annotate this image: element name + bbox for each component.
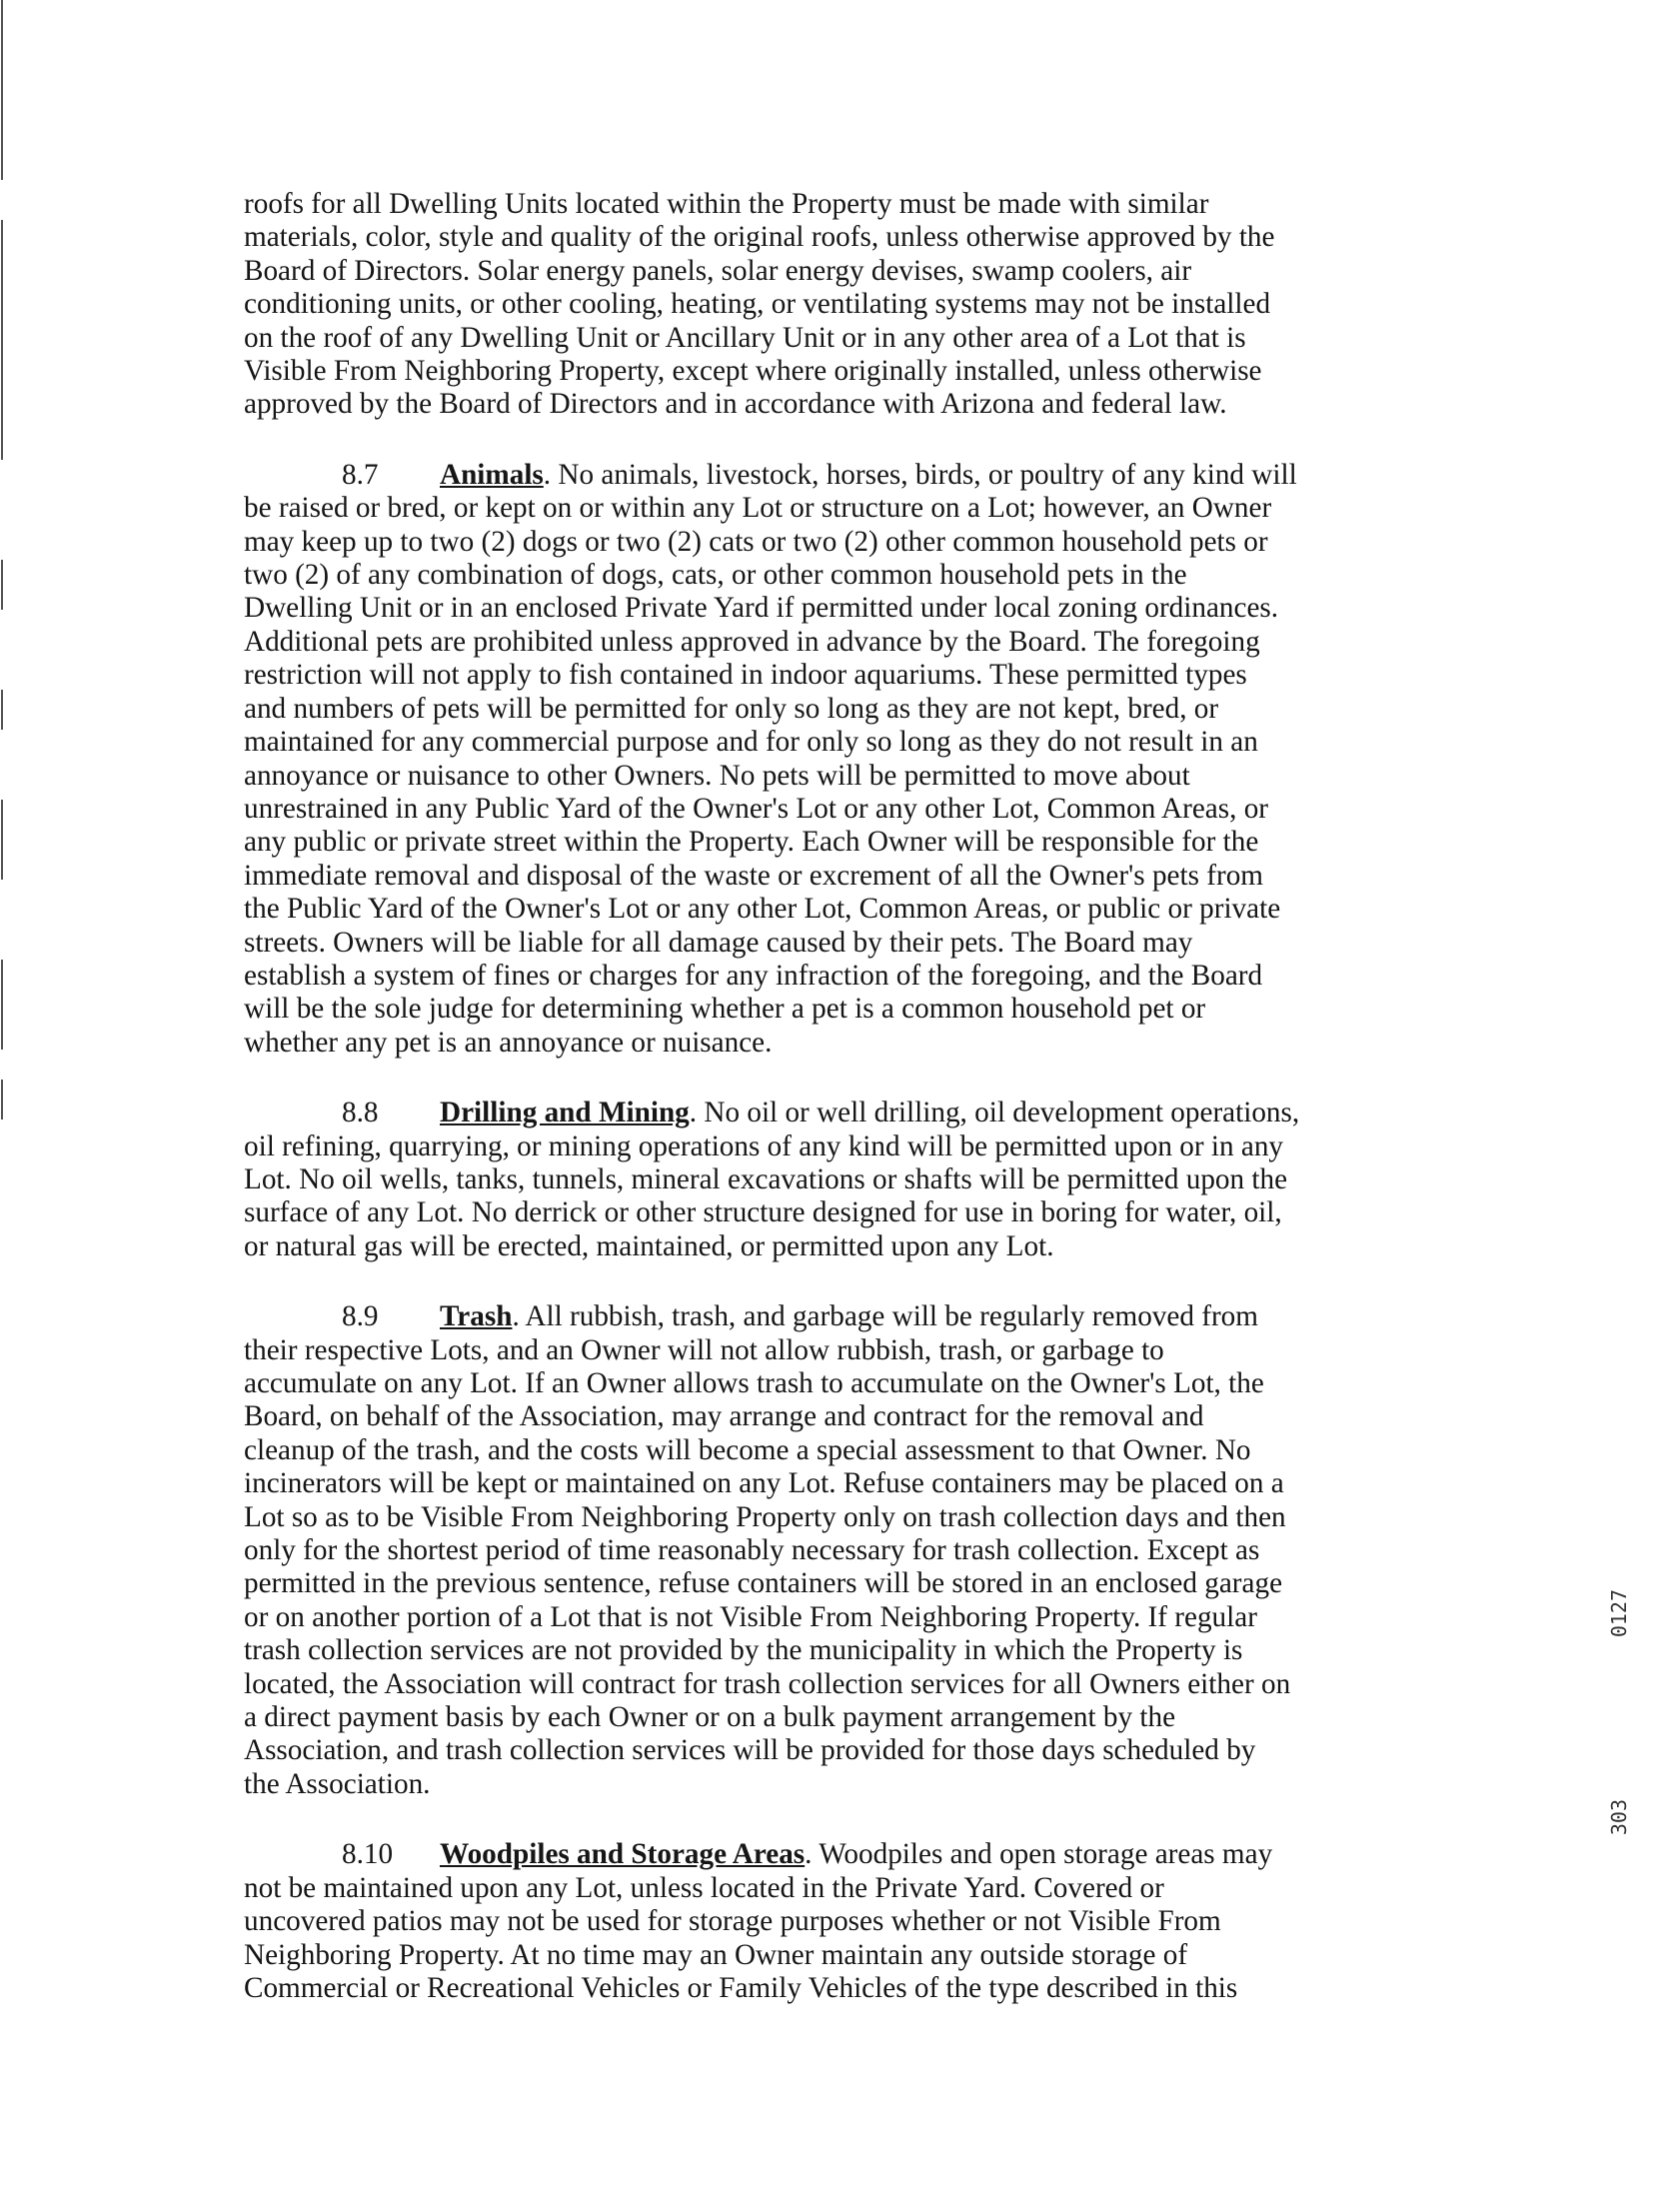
section-title: Trash bbox=[440, 1300, 513, 1333]
text-line: unrestrained in any Public Yard of the Owner's Lot or any other Lot, Common Areas, or bbox=[244, 792, 1269, 825]
text-line: their respective Lots, and an Owner will not allow rubbish, trash, or garbage to bbox=[244, 1333, 1164, 1366]
scan-margin-mark bbox=[1, 960, 3, 1050]
document-page bbox=[244, 188, 1423, 2042]
text-line: annoyance or nuisance to other Owners. No pets will be permitted to move about bbox=[244, 759, 1190, 792]
text-line: immediate removal and disposal of the waste or excrement of all the Owner's pets from bbox=[244, 859, 1264, 892]
section-title: Animals bbox=[440, 458, 544, 491]
text-line: be raised or bred, or kept on or within any Lot or structure on a Lot; however, an Owner bbox=[244, 492, 1272, 525]
section-first-line: . All rubbish, trash, and garbage will be regularly removed from bbox=[512, 1300, 1258, 1333]
text-line: streets. Owners will be liable for all damage caused by their pets. The Board may bbox=[244, 926, 1193, 959]
text-line: establish a system of fines or charges for any infraction of the foregoing, and the Board bbox=[244, 959, 1263, 992]
text-line: uncovered patios may not be used for storage purposes whether or not Visible From bbox=[244, 1905, 1221, 1938]
text-line: oil refining, quarrying, or mining operations of any kind will be permitted upon or in any bbox=[244, 1129, 1284, 1162]
text-line: Board, on behalf of the Association, may arrange and contract for the removal and bbox=[244, 1400, 1204, 1433]
scan-margin-mark bbox=[1, 0, 3, 180]
text-line: maintained for any commercial purpose and for only so long as they do not result in an bbox=[244, 726, 1258, 759]
text-line: only for the shortest period of time reasonably necessary for trash collection. Except as bbox=[244, 1534, 1260, 1567]
text-line: roofs for all Dwelling Units located within the Property must be made with similar bbox=[244, 188, 1209, 220]
recording-stamp-upper: 0127 bbox=[1607, 1589, 1631, 1638]
text-line: trash collection services are not provided by the municipality in which the Property is bbox=[244, 1634, 1243, 1667]
section-first-line: . No oil or well drilling, oil development operations, bbox=[689, 1097, 1300, 1129]
scan-margin-mark bbox=[1, 800, 3, 880]
section-animals bbox=[244, 459, 1423, 1060]
text-line: and numbers of pets will be permitted for only so long as they are not kept, bred, or bbox=[244, 692, 1219, 725]
text-line: Lot. No oil wells, tanks, tunnels, mineral excavations or shafts will be permitted upon the bbox=[244, 1162, 1288, 1195]
text-line: Board of Directors. Solar energy panels, solar energy devises, swamp coolers, air bbox=[244, 254, 1192, 287]
text-line: Neighboring Property. At no time may an Owner maintain any outside storage of bbox=[244, 1938, 1188, 1971]
text-line: Commercial or Recreational Vehicles or Family Vehicles of the type described in this bbox=[244, 1971, 1238, 2004]
section-number: 8.10 bbox=[342, 1838, 394, 1871]
text-line: or natural gas will be erected, maintained, or permitted upon any Lot. bbox=[244, 1229, 1054, 1262]
text-line: surface of any Lot. No derrick or other structure designed for use in boring for water, oil, bbox=[244, 1196, 1282, 1229]
scan-margin-mark bbox=[1, 560, 3, 610]
section-first-line: . Woodpiles and open storage areas may bbox=[805, 1838, 1273, 1871]
text-line: a direct payment basis by each Owner or on a bulk payment arrangement by the bbox=[244, 1701, 1176, 1734]
text-line: restriction will not apply to fish contained in indoor aquariums. These permitted types bbox=[244, 659, 1247, 692]
text-line: cleanup of the trash, and the costs will become a special assessment to that Owner. No bbox=[244, 1433, 1251, 1466]
text-line: Additional pets are prohibited unless approved in advance by the Board. The foregoing bbox=[244, 625, 1260, 658]
text-line: incinerators will be kept or maintained on any Lot. Refuse containers may be placed on a bbox=[244, 1467, 1284, 1500]
text-line: conditioning units, or other cooling, heating, or ventilating systems may not be installed bbox=[244, 288, 1271, 321]
section-trash bbox=[244, 1300, 1423, 1801]
section-number: 8.7 bbox=[342, 458, 379, 491]
section-heading-line bbox=[244, 459, 1423, 492]
section-heading-line bbox=[244, 1300, 1423, 1333]
text-line: materials, color, style and quality of the original roofs, unless otherwise approved by the bbox=[244, 221, 1275, 254]
section-first-line: . No animals, livestock, horses, birds, or poultry of any kind will bbox=[543, 458, 1297, 491]
text-line: two (2) of any combination of dogs, cats, or other common household pets in the bbox=[244, 559, 1187, 592]
text-line: or on another portion of a Lot that is not Visible From Neighboring Property. If regular bbox=[244, 1600, 1257, 1633]
text-line: not be maintained upon any Lot, unless located in the Private Yard. Covered or bbox=[244, 1871, 1164, 1904]
text-line: whether any pet is an annoyance or nuisance. bbox=[244, 1026, 773, 1059]
scan-margin-mark bbox=[1, 1080, 3, 1119]
section-woodpiles-and-storage-areas bbox=[244, 1838, 1423, 2005]
text-line: Association, and trash collection services will be provided for those days scheduled by bbox=[244, 1734, 1256, 1767]
section-heading-line bbox=[244, 1097, 1423, 1129]
text-line: Lot so as to be Visible From Neighboring Property only on trash collection days and then bbox=[244, 1500, 1286, 1533]
text-line: the Association. bbox=[244, 1767, 431, 1800]
text-line: may keep up to two (2) dogs or two (2) cats or two (2) other common household pets or bbox=[244, 525, 1268, 558]
scan-margin-mark bbox=[1, 690, 3, 730]
section-number: 8.8 bbox=[342, 1097, 379, 1129]
scan-margin-mark bbox=[1, 220, 3, 460]
section-number: 8.9 bbox=[342, 1300, 379, 1333]
section-title: Drilling and Mining bbox=[440, 1097, 690, 1129]
text-line: will be the sole judge for determining whether a pet is a common household pet or bbox=[244, 993, 1206, 1026]
text-line: Visible From Neighboring Property, except where originally installed, unless otherwise bbox=[244, 355, 1262, 388]
text-line: on the roof of any Dwelling Unit or Ancillary Unit or in any other area of a Lot that is bbox=[244, 321, 1246, 354]
paragraph-roofs bbox=[244, 188, 1423, 422]
text-line: permitted in the previous sentence, refuse containers will be stored in an enclosed garage bbox=[244, 1567, 1283, 1600]
recording-stamp-lower: 303 bbox=[1607, 1799, 1631, 1836]
text-line: any public or private street within the Property. Each Owner will be responsible for the bbox=[244, 826, 1259, 859]
section-title: Woodpiles and Storage Areas bbox=[440, 1838, 806, 1871]
section-heading-line bbox=[244, 1838, 1423, 1871]
text-line: located, the Association will contract for trash collection services for all Owners either on bbox=[244, 1667, 1291, 1700]
text-line: approved by the Board of Directors and in accordance with Arizona and federal law. bbox=[244, 388, 1227, 421]
text-line: the Public Yard of the Owner's Lot or any other Lot, Common Areas, or public or private bbox=[244, 893, 1281, 926]
text-line: accumulate on any Lot. If an Owner allows trash to accumulate on the Owner's Lot, the bbox=[244, 1367, 1264, 1399]
text-line: Dwelling Unit or in an enclosed Private Yard if permitted under local zoning ordinances. bbox=[244, 592, 1279, 625]
section-drilling-and-mining bbox=[244, 1097, 1423, 1263]
